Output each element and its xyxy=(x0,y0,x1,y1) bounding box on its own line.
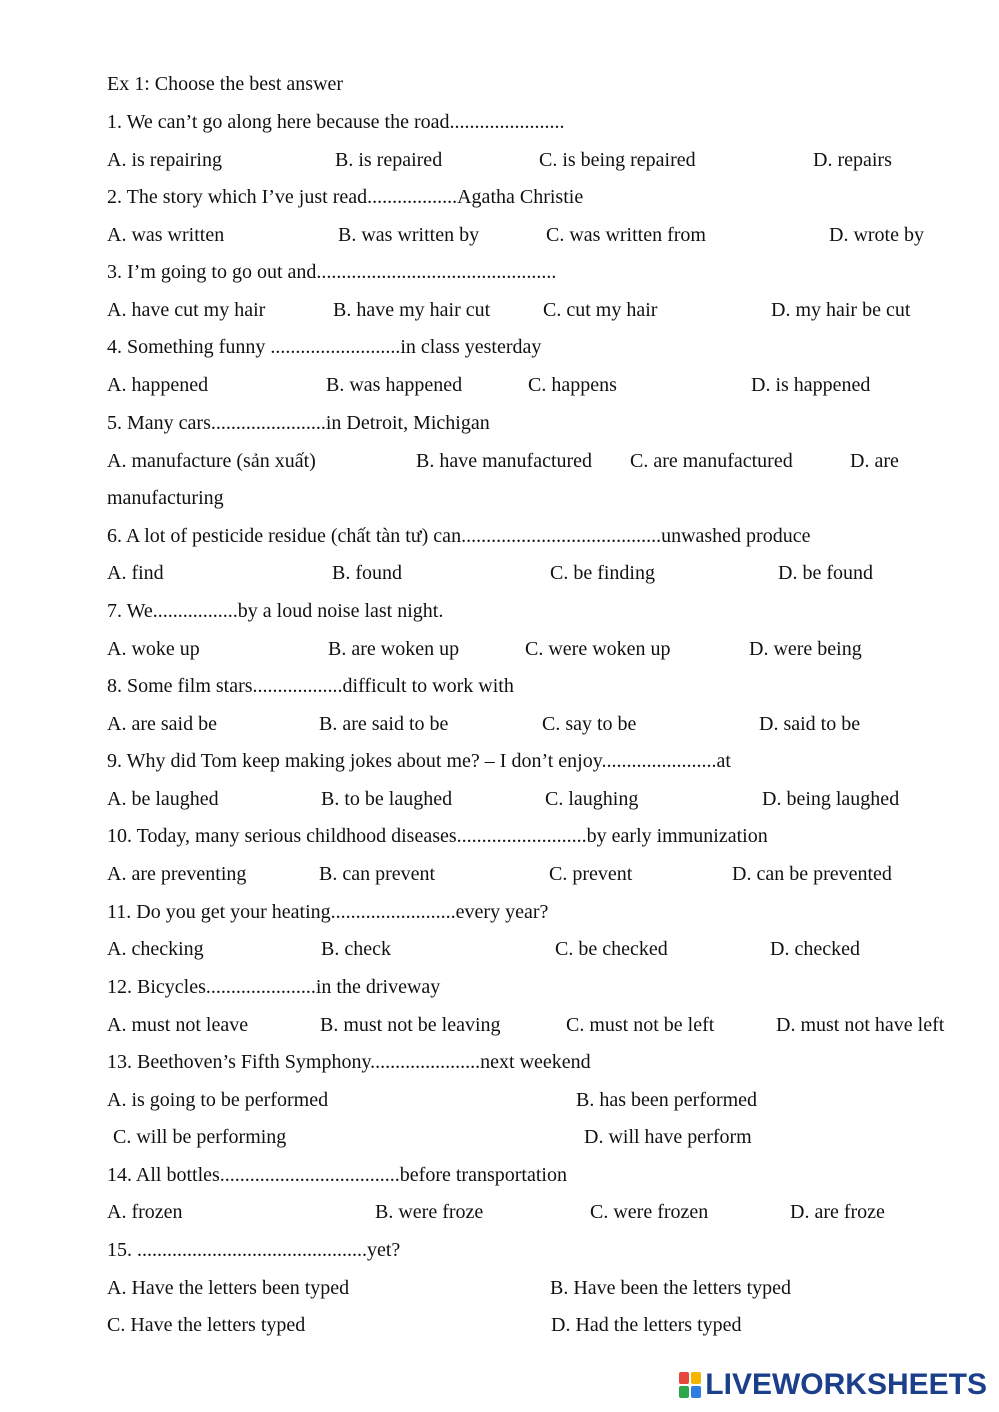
q9-option-b[interactable]: B. to be laughed xyxy=(321,788,453,810)
q5-option-d-continued[interactable]: manufacturing xyxy=(107,487,224,509)
q9-option-c[interactable]: C. laughing xyxy=(545,788,639,810)
q3-option-a[interactable]: A. have cut my hair xyxy=(107,299,266,321)
q5-option-c[interactable]: C. are manufactured xyxy=(630,450,793,472)
q2-option-c[interactable]: C. was written from xyxy=(546,224,706,246)
q7-option-b[interactable]: B. are woken up xyxy=(328,638,460,660)
q11-option-a[interactable]: A. checking xyxy=(107,938,204,960)
q11-option-b[interactable]: B. check xyxy=(321,938,391,960)
q4-option-b[interactable]: B. was happened xyxy=(326,374,463,396)
q12-option-c[interactable]: C. must not be left xyxy=(566,1014,715,1036)
q14-option-c[interactable]: C. were frozen xyxy=(590,1201,709,1223)
q7-option-d[interactable]: D. were being xyxy=(749,638,862,660)
q8-option-d[interactable]: D. said to be xyxy=(759,713,861,735)
q3-option-d[interactable]: D. my hair be cut xyxy=(771,299,911,321)
question-2: 2. The story which I’ve just read..................Agatha Christie xyxy=(107,186,584,208)
q1-option-d[interactable]: D. repairs xyxy=(813,149,892,171)
question-13: 13. Beethoven’s Fifth Symphony......................next weekend xyxy=(107,1051,591,1073)
q13-option-b[interactable]: B. has been performed xyxy=(576,1089,758,1111)
q4-option-d[interactable]: D. is happened xyxy=(751,374,871,396)
q11-option-d[interactable]: D. checked xyxy=(770,938,860,960)
q15-option-b[interactable]: B. Have been the letters typed xyxy=(550,1277,792,1299)
logo-grid-icon xyxy=(679,1372,701,1398)
question-10: 10. Today, many serious childhood diseases..........................by early immunization xyxy=(107,825,768,847)
question-3: 3. I’m going to go out and................................................ xyxy=(107,261,557,283)
q5-option-a[interactable]: A. manufacture (sản xuất) xyxy=(107,450,316,472)
q7-option-a[interactable]: A. woke up xyxy=(107,638,200,660)
q2-option-b[interactable]: B. was written by xyxy=(338,224,480,246)
question-7: 7. We.................by a loud noise last night. xyxy=(107,600,444,622)
q14-option-a[interactable]: A. frozen xyxy=(107,1201,183,1223)
q2-option-d[interactable]: D. wrote by xyxy=(829,224,924,246)
q8-option-c[interactable]: C. say to be xyxy=(542,713,637,735)
q14-option-b[interactable]: B. were froze xyxy=(375,1201,484,1223)
q9-option-d[interactable]: D. being laughed xyxy=(762,788,900,810)
q6-option-a[interactable]: A. find xyxy=(107,562,164,584)
q4-option-a[interactable]: A. happened xyxy=(107,374,209,396)
q5-option-b[interactable]: B. have manufactured xyxy=(416,450,593,472)
q1-option-c[interactable]: C. is being repaired xyxy=(539,149,696,171)
q6-option-c[interactable]: C. be finding xyxy=(550,562,655,584)
q8-option-a[interactable]: A. are said be xyxy=(107,713,217,735)
question-8: 8. Some film stars..................difficult to work with xyxy=(107,675,514,697)
q4-option-c[interactable]: C. happens xyxy=(528,374,617,396)
q6-option-b[interactable]: B. found xyxy=(332,562,402,584)
q10-option-b[interactable]: B. can prevent xyxy=(319,863,436,885)
q10-option-c[interactable]: C. prevent xyxy=(549,863,633,885)
q13-option-c[interactable]: C. will be performing xyxy=(113,1126,287,1148)
q10-option-a[interactable]: A. are preventing xyxy=(107,863,247,885)
question-6: 6. A lot of pesticide residue (chất tàn tư) can........................................unwashed produce xyxy=(107,525,811,547)
q13-option-d[interactable]: D. will have perform xyxy=(584,1126,752,1148)
q7-option-c[interactable]: C. were woken up xyxy=(525,638,671,660)
q1-option-a[interactable]: A. is repairing xyxy=(107,149,222,171)
q15-option-a[interactable]: A. Have the letters been typed xyxy=(107,1277,350,1299)
question-9: 9. Why did Tom keep making jokes about me? – I don’t enjoy.......................at xyxy=(107,750,731,772)
q14-option-d[interactable]: D. are froze xyxy=(790,1201,885,1223)
q12-option-d[interactable]: D. must not have left xyxy=(776,1014,945,1036)
q6-option-d[interactable]: D. be found xyxy=(778,562,873,584)
q12-option-a[interactable]: A. must not leave xyxy=(107,1014,249,1036)
question-1: 1. We can’t go along here because the road....................... xyxy=(107,111,565,133)
q10-option-d[interactable]: D. can be prevented xyxy=(732,863,892,885)
q12-option-b[interactable]: B. must not be leaving xyxy=(320,1014,501,1036)
q3-option-c[interactable]: C. cut my hair xyxy=(543,299,658,321)
q11-option-c[interactable]: C. be checked xyxy=(555,938,668,960)
exercise-heading: Ex 1: Choose the best answer xyxy=(107,73,344,95)
q3-option-b[interactable]: B. have my hair cut xyxy=(333,299,491,321)
q15-option-c[interactable]: C. Have the letters typed xyxy=(107,1314,306,1336)
question-15: 15. ..............................................yet? xyxy=(107,1239,401,1261)
question-14: 14. All bottles....................................before transportation xyxy=(107,1164,567,1186)
question-4: 4. Something funny ..........................in class yesterday xyxy=(107,336,542,358)
question-12: 12. Bicycles......................in the driveway xyxy=(107,976,441,998)
q9-option-a[interactable]: A. be laughed xyxy=(107,788,219,810)
q13-option-a[interactable]: A. is going to be performed xyxy=(107,1089,329,1111)
brand-name: LIVEWORKSHEETS xyxy=(705,1368,987,1401)
liveworksheets-logo xyxy=(679,1370,987,1400)
q5-option-d[interactable]: D. are xyxy=(850,450,899,472)
q1-option-b[interactable]: B. is repaired xyxy=(335,149,443,171)
q2-option-a[interactable]: A. was written xyxy=(107,224,225,246)
question-11: 11. Do you get your heating.........................every year? xyxy=(107,901,549,923)
q15-option-d[interactable]: D. Had the letters typed xyxy=(551,1314,742,1336)
question-5: 5. Many cars.......................in Detroit, Michigan xyxy=(107,412,490,434)
q8-option-b[interactable]: B. are said to be xyxy=(319,713,449,735)
